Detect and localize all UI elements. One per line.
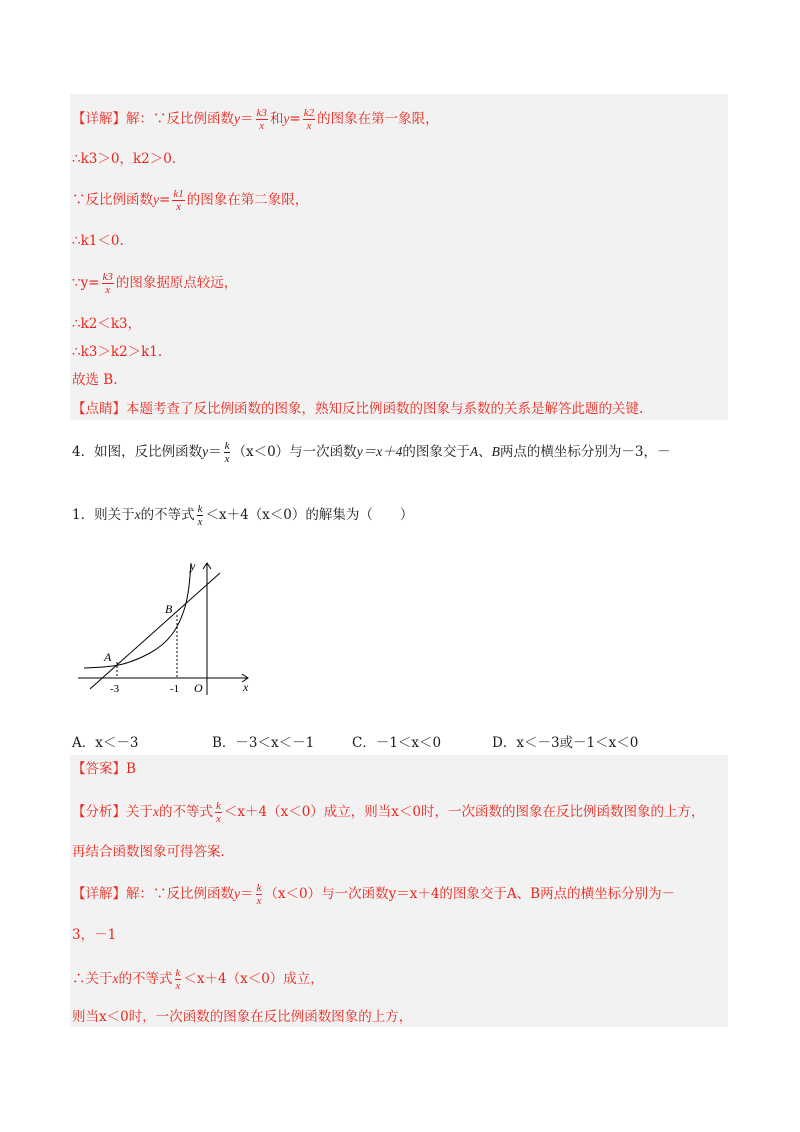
fraction-k3-x: $\frac{k3}{x}$ [256,107,267,132]
fraction-k-x-4: $\frac{k}{x}$ [256,882,262,907]
question-4-line-1: 4．如图，反比例函数y＝ $\frac{k}{x}$ （x＜0）与一次函数y＝x＋4的图象交于A、B两点的横坐标分别为－3，－ [72,440,671,465]
function-graph-figure [70,555,260,700]
tick-label-neg1: -1 [170,683,180,695]
y-axis-label: y [190,559,196,573]
fraction-k3-x-2: $\frac{k3}{x}$ [102,271,113,296]
analysis-line-1: 【分析】关于x的不等式 $\frac{k}{x}$ ＜x＋4（x＜0）成立，则当x＜0时，一次函数的图象在反比例函数图象的上方， [72,800,705,825]
tick-label-neg3: -3 [110,683,120,695]
detail-line-1: 【详解】解：∵反比例函数y＝ $\frac{k}{x}$ （x＜0）与一次函数y＝x＋4的图象交于A、B两点的横坐标分别为－ [72,882,676,907]
detail-tag: 【详解】 [72,111,126,127]
question-4-line-2: 1．则关于x的不等式 $\frac{k}{x}$ ＜x＋4（x＜0）的解集为（ ） [72,503,414,528]
fraction-k-x-3: $\frac{k}{x}$ [216,800,221,825]
answer-tag: 【答案】 [72,761,126,777]
prev-solution-line-8: 故选 B. [72,372,118,388]
option-c[interactable]: C．－1＜x＜0 [352,735,442,751]
analysis-tag: 【分析】 [72,804,126,820]
insight-tag: 【点睛】 [72,401,126,417]
prev-solution-line-5: ∵y= $\frac{k3}{x}$ 的图象据原点较远， [72,271,238,296]
fraction-k-x-2: $\frac{k}{x}$ [197,503,203,528]
fraction-k-x: $\frac{k}{x}$ [224,440,230,465]
detail-tag-2: 【详解】 [72,886,126,902]
fraction-k-x-5: $\frac{k}{x}$ [175,967,181,992]
option-b[interactable]: B．－3＜x＜－1 [212,735,315,751]
answer-line: 【答案】B [72,761,136,777]
prev-solution-line-4: ∴k1＜0. [72,233,124,249]
origin-label: O [194,681,203,695]
prev-solution-line-9: 【点睛】本题考查了反比例函数的图象，熟知反比例函数的图象与系数的关系是解答此题的关键. [72,401,644,417]
detail-line-2: 3，－1 [72,927,117,943]
prev-solution-line-2: ∴k3＞0，k2＞0. [72,151,177,167]
analysis-line-2: 再结合函数图象可得答案. [72,844,225,860]
x-axis-label: x [243,680,249,694]
option-d[interactable]: D．x＜－3或－1＜x＜0 [492,735,639,751]
prev-solution-line-7: ∴k3＞k2＞k1. [72,344,163,360]
prev-solution-line-1: 【详解】解：∵反比例函数y＝ $\frac{k3}{x}$ 和y= $\frac{k2}{x}$ 的图象在第一象限， [72,107,439,132]
prev-solution-line-6: ∴k2＜k3， [72,316,142,332]
detail-line-4: 则当x＜0时，一次函数的图象在反比例函数图象的上方， [72,1009,413,1025]
prev-solution-line-3: ∵反比例函数y= $\frac{k1}{x}$ 的图象在第二象限， [72,188,309,213]
prev-solution-panel [70,94,728,420]
linear-function-line [90,573,220,689]
fraction-k2-x: $\frac{k2}{x}$ [303,107,315,132]
fraction-k1-x: $\frac{k1}{x}$ [173,188,184,213]
option-a[interactable]: A．x＜－3 [72,735,139,751]
hyperbola-curve [84,563,191,668]
point-label-b: B [165,602,173,616]
detail-line-3: ∴关于x的不等式 $\frac{k}{x}$ ＜x＋4（x＜0）成立， [72,967,324,992]
point-label-a: A [104,650,112,664]
